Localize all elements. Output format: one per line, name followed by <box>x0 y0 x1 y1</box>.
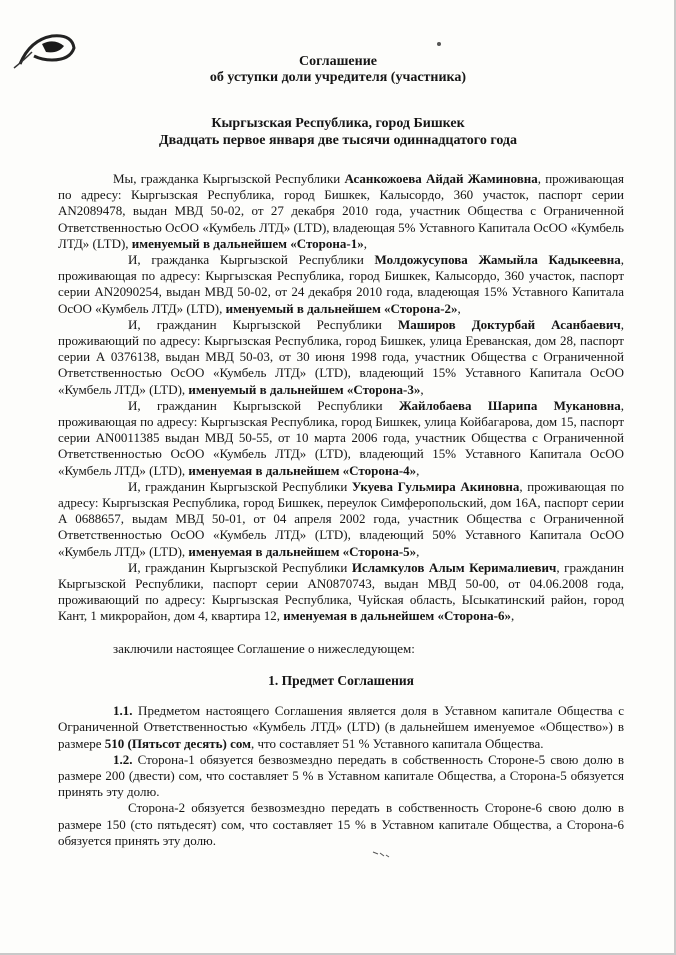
party-1-end: , <box>363 235 367 251</box>
clause-1-2-cont: Сторона-2 обязуется безвозмездно передать в собственность Стороне-6 свою долю в размере 150 (сто пятьдесят) сом, что составляет 15 % в Уставном капитале Общества, а Сторона-6 обязуется принять эту долю. <box>58 800 624 848</box>
party-1-paragraph <box>58 171 624 252</box>
party-6-alias: именуемая в дальнейшем «Сторона-6» <box>283 608 511 624</box>
party-4-intro: И, гражданин Кыргызской Республики <box>128 397 399 413</box>
party-5-name: Укуева Гульмира Акиновна <box>351 478 520 494</box>
party-3-alias: именуемый в дальнейшем «Сторона-3» <box>188 381 421 397</box>
party-2-intro: И, гражданка Кыргызской Республики <box>128 252 375 268</box>
party-4-alias: именуемая в дальнейшем «Сторона-4» <box>188 462 417 478</box>
party-1-details: , проживающая по адресу: Кыргызская Республика, город Бишкек, Калысордо, 360 участок, паспорт серии AN2089478, выдан МВД 50-02, от 27 декабря 2010 года, участник Общества с Ограниченной Ответственностью ОсОО «Кумбель ЛТД» (LTD), владеющая 5% Уставного Капитала ОсОО «Кумбель ЛТД» (LTD), <box>58 171 624 251</box>
scan-artifact <box>372 850 390 858</box>
doc-place: Кыргызская Республика, город Бишкек <box>211 116 465 131</box>
party-4-details: , проживающая по адресу: Кыргызская Республика, город Бишкек, улица Койбагарова, дом 15, паспорт серии AN0011385 выдан МВД 50-55, от 10 марта 2006 года, участник Общества с Ограниченной Ответственностью ОсОО «Кумбель ЛТД» (LTD), владеющий 15% Уставного Капитала ОсОО «Кумбель ЛТД» (LTD), <box>58 397 624 478</box>
concluded-line: заключили настоящее Соглашение о нижеследующем: <box>113 640 415 656</box>
party-6-details: , гражданин Кыргызской Республики, паспорт серии AN0870743, выдан МВД 50-00, от 04.06.2008 года, проживающий по адресу: Кыргызская Республика, Чуйская область, Ысыкатинский район, город Кант, 1 микрорайон, дом 4, квартира 12, <box>58 559 624 624</box>
party-2-paragraph <box>58 252 624 317</box>
clause-1-1-text-b: , что составляет 51 % Уставного капитала Общества. <box>251 735 544 751</box>
party-5-intro: И, гражданин Кыргызской Республики <box>128 478 352 494</box>
party-3-intro: И, гражданин Кыргызской Республики <box>128 316 398 332</box>
party-4-paragraph <box>58 398 624 479</box>
party-5-paragraph <box>58 479 624 560</box>
party-2-alias: именуемый в дальнейшем «Сторона-2» <box>225 300 458 316</box>
party-2-name: Молдожусупова Жамыйла Кадыкеевна <box>374 252 621 268</box>
party-6-intro: И, гражданин Кыргызской Республики <box>128 559 352 575</box>
party-5-alias: именуемая в дальнейшем «Сторона-5» <box>188 543 417 559</box>
party-1-intro: Мы, гражданка Кыргызской Республики <box>113 171 345 186</box>
party-6-name: Исламкулов Алым Керималиевич <box>351 559 557 575</box>
party-6-end: , <box>511 608 515 624</box>
clause-1-1 <box>58 703 624 752</box>
clause-1-2 <box>58 752 624 801</box>
scan-speck <box>437 42 441 46</box>
doc-title: Соглашение <box>299 54 377 69</box>
party-4-name: Жайлобаева Шарипа Мукановна <box>398 397 621 413</box>
doc-date: Двадцать первое января две тысячи одиннадцатого года <box>158 133 518 148</box>
party-2-details: , проживающая по адресу: Кыргызская Республика, город Бишкек, Калысордо, 360 участок, паспорт серии AN2090254, выдан МВД 50-02, от 24 декабря 2010 года, владеющая 15% Уставного Капитала ОсОО «Кумбель ЛТД» (LTD), <box>58 252 624 316</box>
party-5-details: , проживающая по адресу: Кыргызская Республика, город Бишкек, переулок Симферопольский, дом 16А, паспорт серии А 0688657, выдам МВД 50-01, от 04 апреля 2002 года, участник Общества с Ограниченной Ответственностью ОсОО «Кумбель ЛТД» (LTD), владеющий 50% Уставного Капитала ОсОО «Кумбель ЛТД» (LTD), <box>58 478 624 559</box>
party-1-alias: именуемый в дальнейшем «Сторона-1» <box>131 235 364 251</box>
doc-subtitle: об уступки доли учредителя (участника) <box>209 70 467 85</box>
party-1-name: Асанкожоева Айдай Жаминовна <box>344 171 538 186</box>
party-3-name: Маширов Доктурбай Асанбаевич <box>397 316 621 332</box>
party-2-end: , <box>457 300 461 316</box>
party-3-paragraph <box>58 317 624 398</box>
clause-1-1-amount: 510 (Пятьсот десять) сом <box>104 735 251 751</box>
party-4-end: , <box>416 462 420 478</box>
party-6-paragraph <box>58 560 624 625</box>
document-body <box>58 171 624 849</box>
clause-1-1-number: 1.1. <box>113 703 133 719</box>
section-1-title: 1. Предмет Соглашения <box>268 672 414 688</box>
clause-1-2-text: Сторона-1 обязуется безвозмездно передать в собственность Стороне-5 свою долю в размере 200 (двести) сом, что составляет 5 % в Уставном капитале Общества, а Сторона-5 обязуется принять эту долю. <box>58 751 624 800</box>
clause-1-1-text-a: Предметом настоящего Соглашения является доля в Уставном капитале Общества с Ограниченной Ответственностью «Кумбель ЛТД» (LTD) (в дальнейшем именуемое «Общество») в размере <box>58 703 624 751</box>
party-5-end: , <box>416 543 420 559</box>
party-3-details: , проживающий по адресу: Кыргызская Республика, город Бишкек, улица Ереванская, дом 28, паспорт серии А 0376138, выдан МВД 50-03, от 30 июня 1998 года, участник Общества с Ограниченной Ответственностью ОсОО «Кумбель ЛТД» (LTD), владеющий 15% Уставного Капитала ОсОО «Кумбель ЛТД» (LTD), <box>58 316 624 397</box>
party-3-end: , <box>420 381 424 397</box>
clause-1-2-number: 1.2. <box>113 751 133 767</box>
